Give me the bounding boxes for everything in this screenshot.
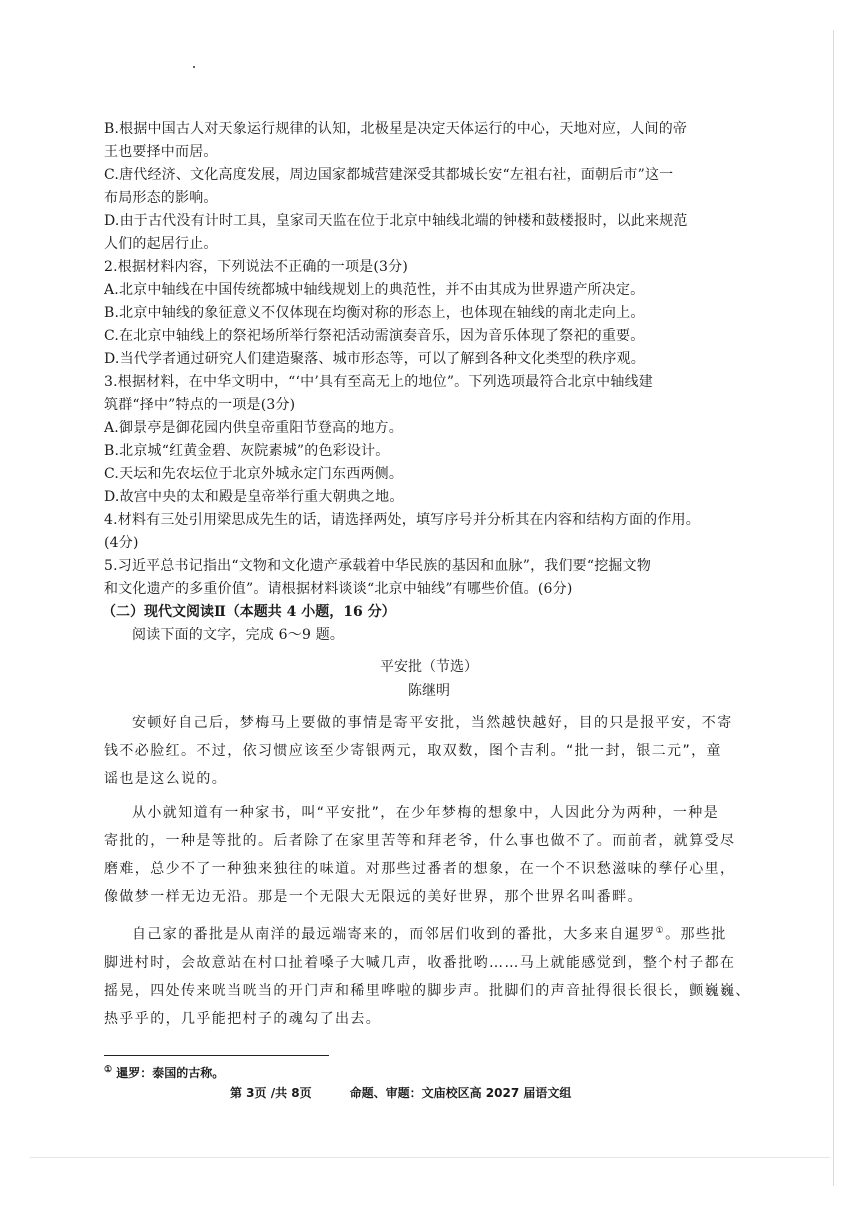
footnote-mark: ①: [104, 1064, 113, 1075]
section-heading: （二）现代文阅读Ⅱ（本题共 4 小题，16 分）: [102, 604, 396, 620]
story-paragraph-2: [104, 799, 754, 911]
paragraph-line: 安顿好自己后，梦梅马上要做的事情是寄平安批，当然越快越好，目的只是报平安，不寄: [132, 715, 733, 731]
story-paragraph-1: [104, 709, 754, 793]
paragraph-line: [104, 917, 754, 949]
footnote-divider: [104, 1055, 329, 1056]
paragraph-line: 寄批的，一种是等批的。后者除了在家里苦等和拜老爷，什么事也做不了。而前者，就算受尽: [104, 833, 736, 849]
text-line: D.由于古代没有计时工具，皇家司天监在位于北京中轴线北端的钟楼和鼓楼报时，以此来规范: [104, 213, 688, 229]
paragraph-line: 热乎乎的，几乎能把村子的魂勾了出去。: [104, 1010, 382, 1027]
page-number: 第 3页 /共 8页: [230, 1086, 312, 1100]
option-d: D.当代学者通过研究人们建造聚落、城市形态等，可以了解到各种文化类型的秩序观。: [104, 351, 645, 367]
text-line: B.根据中国古人对天象运行规律的认知，北极星是决定天体运行的中心，天地对应，人间的帝: [104, 121, 688, 137]
question-5-stem: 和文化遗产的多重价值”。请根据材料谈谈“北京中轴线”有哪些价值。(6分): [104, 581, 573, 597]
scan-edge-line: [833, 30, 834, 1186]
paragraph-line: 像做梦一样无边无沿。那是一个无限大无限远的美好世界，那个世界名叫番畔。: [104, 889, 643, 905]
text-line: 人们的起居行止。: [104, 236, 218, 252]
footnote: [104, 1060, 754, 1083]
scan-speck: [193, 66, 195, 68]
option-a: A.北京中轴线在中国传统都城中轴线规划上的典范性，并不由其成为世界遗产所决定。: [104, 282, 645, 298]
paragraph-line: 脚进村时，会故意站在村口扯着嗓子大喊几声，收番批哟……马上就能感觉到，整个村子都在: [104, 954, 736, 971]
option-d: D.故宫中央的太和殿是皇帝举行重大朝典之地。: [104, 489, 404, 505]
question-5-stem: 5.习近平总书记指出“文物和文化遗产承载着中华民族的基因和血脉”，我们要“挖掘文物: [104, 558, 652, 574]
question-3-stem: 筑群“择中”特点的一项是(3分): [104, 397, 296, 413]
paragraph-line: 从小就知道有一种家书，叫“平安批”，在少年梦梅的想象中，人因此分为两种，一种是: [132, 805, 720, 821]
reading-instruction: 阅读下面的文字，完成 6～9 题。: [132, 627, 345, 643]
paragraph-text: 。那些批: [665, 926, 727, 943]
option-a: A.御景亭是御花园内供皇帝重阳节登高的地方。: [104, 420, 403, 436]
question-4-stem: 4.材料有三处引用梁思成先生的话，请选择两处，填写序号并分析其在内容和结构方面的作用。: [104, 512, 700, 528]
exam-page-content: [104, 118, 754, 1083]
story-author: 陈继明: [408, 683, 450, 699]
paragraph-line: 摇晃，四处传来咣当咣当的开门声和稀里哗啦的脚步声。批脚们的声音扯得很长很长，颤巍巍、: [104, 982, 751, 999]
text-line: 王也要择中而居。: [104, 144, 218, 160]
question-options-block: [104, 118, 754, 601]
page-footer: [230, 1084, 609, 1101]
paragraph-line: 谣也是这么说的。: [104, 771, 228, 787]
paragraph-line: 磨难，总少不了一种独来独往的味道。对那些过番者的想象，在一个不识愁滋味的孳仔心里，: [104, 861, 736, 877]
footnote-ref: ①: [655, 926, 666, 936]
story-paragraph-3: [104, 917, 754, 1033]
scan-bottom-line: [30, 1157, 830, 1158]
text-line: C.唐代经济、文化高度发展，周边国家都城营建深受其都城长安“左祖右社，面朝后市”这一: [104, 167, 674, 183]
question-4-stem: (4分): [104, 535, 139, 551]
option-b: B.北京城“红黄金碧、灰院素城”的色彩设计。: [104, 443, 390, 459]
paragraph-line: 钱不必脸红。不过，依习惯应该至少寄银两元，取双数，图个吉利。“批一封，银二元”，童: [104, 743, 722, 759]
paragraph-text: 自己家的番批是从南洋的最远端寄来的，而邻居们收到的番批，大多来自暹罗: [132, 926, 656, 943]
option-c: C.在北京中轴线上的祭祀场所举行祭祀活动需演奏音乐，因为音乐体现了祭祀的重要。: [104, 328, 645, 344]
question-2-stem: 2.根据材料内容，下列说法不正确的一项是(3分): [104, 259, 408, 275]
story-title: 平安批（节选）: [380, 659, 478, 675]
option-b: B.北京中轴线的象征意义不仅体现在均衡对称的形态上，也体现在轴线的南北走向上。: [104, 305, 645, 321]
footer-credit: 命题、审题：文庙校区高 2027 届语文组: [349, 1086, 572, 1100]
option-c: C.天坛和先农坛位于北京外城永定门东西两侧。: [104, 466, 404, 482]
footnote-text: 暹罗：泰国的古称。: [112, 1065, 225, 1080]
text-line: 布局形态的影响。: [104, 190, 218, 206]
question-3-stem: 3.根据材料，在中华文明中，“‘中’具有至高无上的地位”。下列选项最符合北京中轴线建: [104, 374, 653, 390]
